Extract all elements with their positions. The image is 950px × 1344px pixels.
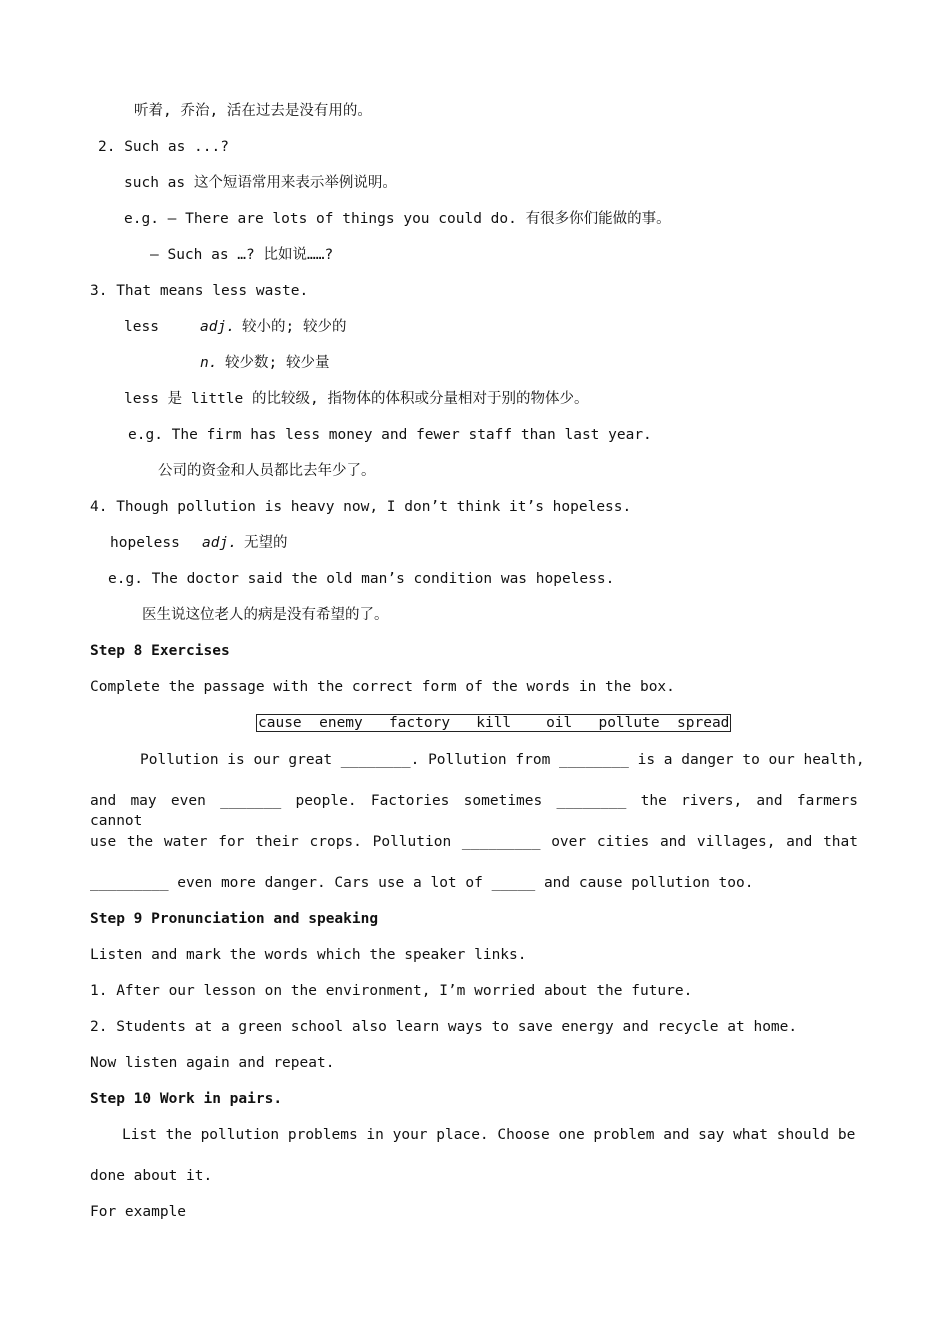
passage-line: use the water for their crops. Pollution _________ over cities and villages, and that [90, 834, 858, 850]
translation-line: 公司的资金和人员都比去年少了。 [158, 463, 376, 479]
explanation-line: less 是 little 的比较级, 指物体的体积或分量相对于别的物体少。 [124, 391, 589, 407]
step-8-heading: Step 8 Exercises [90, 643, 230, 659]
list-item: 1. After our lesson on the environment, I’m worried about the future. [90, 983, 693, 999]
exercise-instruction: Listen and mark the words which the speaker links. [90, 947, 527, 963]
definition: 较少数; 较少量 [225, 355, 330, 371]
example-line: e.g. The doctor said the old man’s condition was hopeless. [108, 571, 615, 587]
example-line: e.g. — There are lots of things you could do. 有很多你们能做的事。 [124, 211, 671, 227]
vocab-word: less [124, 319, 159, 335]
definition: 无望的 [244, 535, 288, 551]
exercise-instruction: Now listen again and repeat. [90, 1055, 335, 1071]
exercise-instruction: List the pollution problems in your place. Choose one problem and say what should be [122, 1127, 856, 1143]
item-heading: 4. Though pollution is heavy now, I don’t think it’s hopeless. [90, 499, 632, 515]
list-item: 2. Students at a green school also learn ways to save energy and recycle at home. [90, 1019, 798, 1035]
exercise-instruction: Complete the passage with the correct form of the words in the box. [90, 679, 675, 695]
word-box-text: cause enemy factory kill oil pollute spread [258, 715, 730, 731]
example-line: — Such as …? 比如说……? [150, 247, 334, 263]
translation-line: 医生说这位老人的病是没有希望的了。 [142, 607, 389, 623]
vocab-word: hopeless [110, 535, 180, 551]
definition: 较小的; 较少的 [242, 319, 347, 335]
step-10-heading: Step 10 Work in pairs. [90, 1091, 283, 1107]
part-of-speech: adj. [202, 535, 237, 551]
passage-line: and may even _______ people. Factories sometimes ________ the rivers, and farmers cannot [90, 793, 858, 829]
explanation-line: such as 这个短语常用来表示举例说明。 [124, 175, 397, 191]
step-9-heading: Step 9 Pronunciation and speaking [90, 911, 379, 927]
part-of-speech: n. [200, 355, 218, 371]
part-of-speech: adj. [200, 319, 235, 335]
example-line: e.g. The firm has less money and fewer staff than last year. [128, 427, 652, 443]
passage-line: Pollution is our great ________. Pollution from ________ is a danger to our health, [140, 752, 865, 768]
exercise-instruction: done about it. [90, 1168, 213, 1184]
translation-line: 听着, 乔治, 活在过去是没有用的。 [134, 103, 372, 119]
item-heading: 3. That means less waste. [90, 283, 309, 299]
example-label: For example [90, 1204, 187, 1220]
word-box [256, 713, 731, 733]
passage-line: _________ even more danger. Cars use a lot of _____ and cause pollution too. [90, 875, 754, 891]
item-heading: 2. Such as ...? [98, 139, 229, 155]
